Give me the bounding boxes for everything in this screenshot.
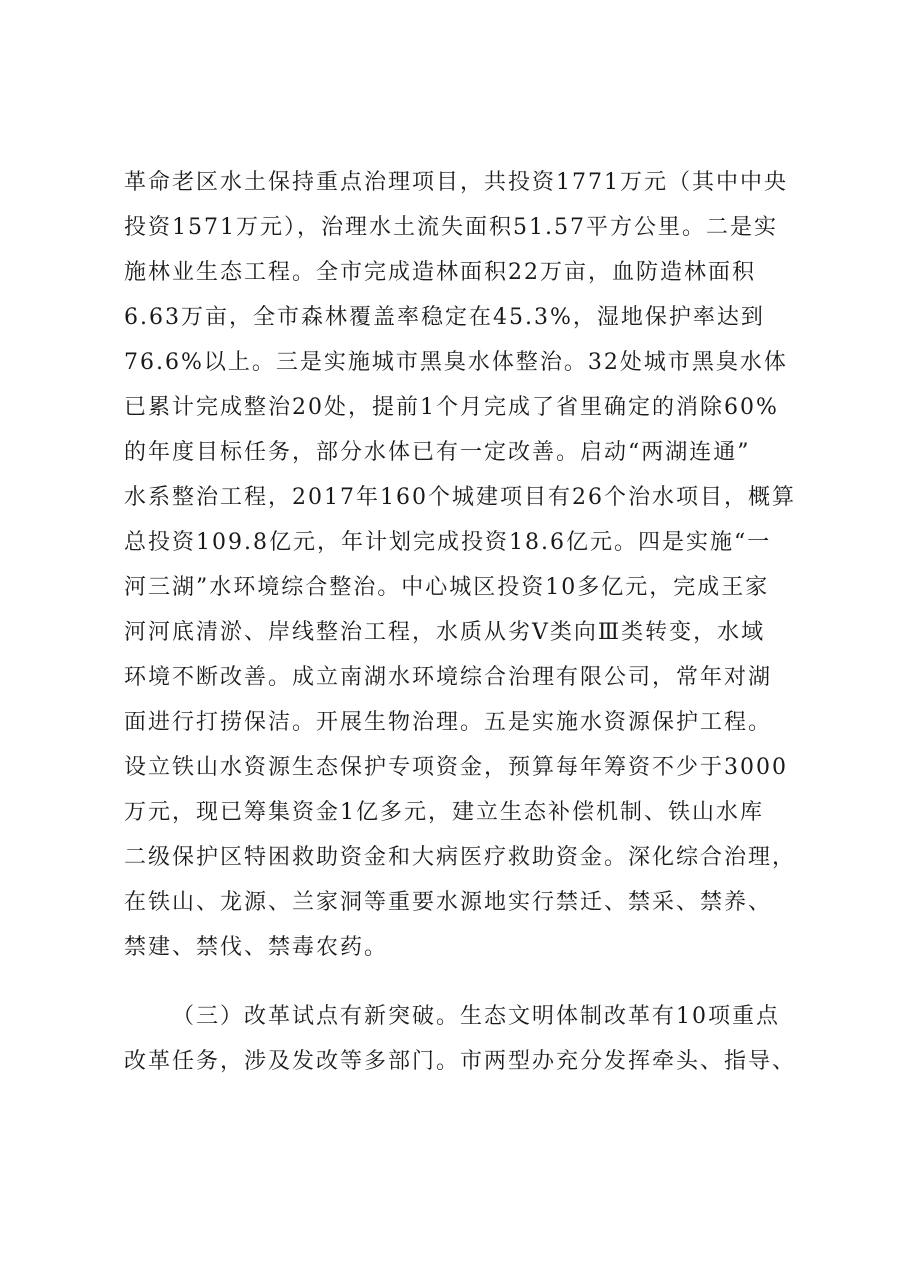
- text-line: 河三湖”水环境综合整治。中心城区投资10多亿元，完成王家: [124, 575, 770, 600]
- text-line: （三）改革试点有新突破。生态文明体制改革有10项重点: [172, 1004, 780, 1029]
- text-line: 已累计完成整治20处，提前1个月完成了省里确定的消除60%: [124, 395, 779, 420]
- text-line: 革命老区水土保持重点治理项目，共投资1771万元（其中中央: [124, 170, 788, 195]
- text-line: 投资1571万元），治理水土流失面积51.57平方公里。二是实: [124, 215, 778, 240]
- text-line: 面进行打捞保洁。开展生物治理。五是实施水资源保护工程。: [124, 710, 773, 735]
- text-line: 改革任务，涉及发改等多部门。市两型办充分发挥牵头、指导、: [124, 1049, 797, 1074]
- text-line: 禁建、禁伐、禁毒农药。: [124, 935, 389, 960]
- text-line: 二级保护区特困救助资金和大病医疗救助资金。深化综合治理，: [124, 845, 797, 870]
- text-line: 76.6%以上。三是实施城市黑臭水体整治。32处城市黑臭水体: [124, 350, 788, 375]
- text-line: 水系整治工程，2017年160个城建项目有26个治水项目，概算: [124, 485, 796, 510]
- text-line: 施林业生态工程。全市完成造林面积22万亩，血防造林面积: [124, 260, 756, 285]
- text-line: 在铁山、龙源、兰家洞等重要水源地实行禁迁、禁采、禁养、: [124, 890, 773, 915]
- text-line: 总投资109.8亿元，年计划完成投资18.6亿元。四是实施“一: [124, 530, 772, 555]
- text-line: 的年度目标任务，部分水体已有一定改善。启动“两湖连通”: [124, 440, 751, 465]
- text-line: 6.63万亩，全市森林覆盖率稳定在45.3%，湿地保护率达到: [124, 305, 765, 330]
- text-line: 环境不断改善。成立南湖水环境综合治理有限公司，常年对湖: [124, 665, 773, 690]
- text-line: 设立铁山水资源生态保护专项资金，预算每年筹资不少于3000: [124, 755, 788, 780]
- text-line: 河河底清淤、岸线整治工程，水质从劣Ⅴ类向Ⅲ类转变，水域: [124, 620, 766, 645]
- text-line: 万元，现已筹集资金1亿多元，建立生态补偿机制、铁山水库: [124, 800, 764, 825]
